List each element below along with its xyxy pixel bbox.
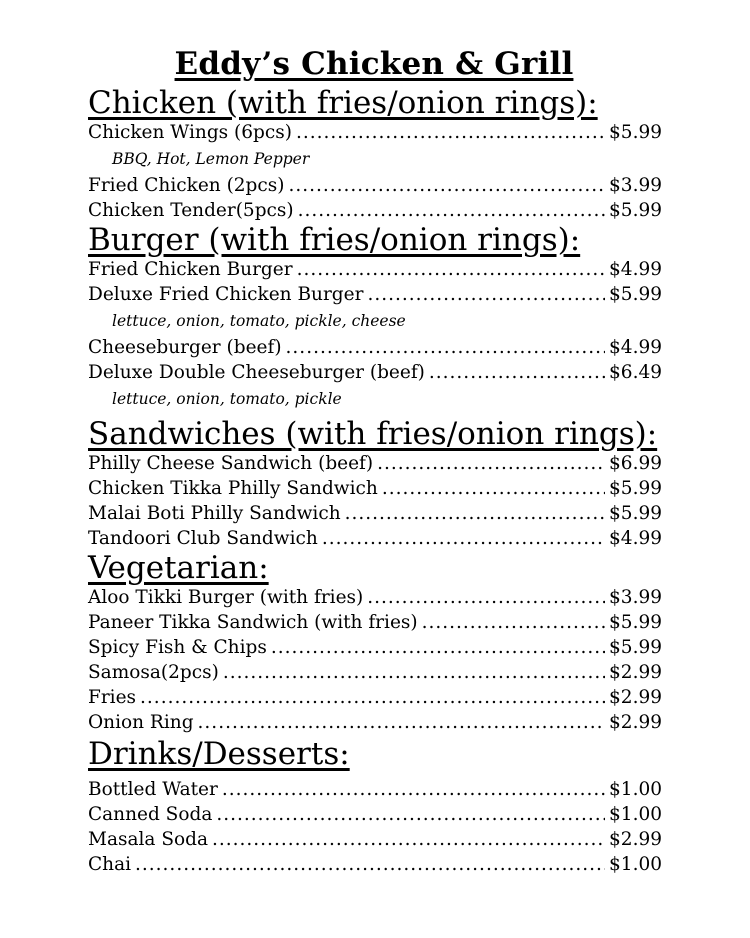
items-vegetarian [88,585,662,735]
dot-leader [271,635,605,660]
item-name: Paneer Tikka Sandwich (with fries) [88,612,418,633]
menu-item [88,451,662,476]
dot-leader [212,827,605,852]
item-price: $4.99 [609,337,662,358]
dot-leader [298,198,605,223]
items-chicken [88,120,662,223]
menu-item [88,282,662,307]
dot-leader [296,120,605,145]
section-burger [88,223,662,413]
section-vegetarian [88,551,662,735]
menu-item [88,120,662,145]
menu-item [88,777,662,802]
section-heading-burger: Burger (with fries/onion rings): [88,222,581,258]
item-price: $6.99 [609,453,662,474]
item-name: Masala Soda [88,829,209,850]
item-name: Cheeseburger (beef) [88,337,282,358]
section-sandwiches [88,417,662,551]
dot-leader [216,802,605,827]
item-price: $2.99 [609,662,662,683]
menu-item [88,685,662,710]
dot-leader [345,501,605,526]
dot-leader [382,476,605,501]
item-name: Deluxe Fried Chicken Burger [88,284,364,305]
item-description: lettuce, onion, tomato, pickle, cheese [112,312,406,330]
dot-leader [288,173,605,198]
menu-item [88,710,662,735]
item-name: Canned Soda [88,804,213,825]
menu-item [88,476,662,501]
items-burger [88,257,662,413]
item-name: Chicken Tender(5pcs) [88,200,294,221]
item-name: Philly Cheese Sandwich (beef) [88,453,374,474]
item-name: Tandoori Club Sandwich [88,528,318,549]
menu-item [88,360,662,385]
item-name: Bottled Water [88,779,218,800]
menu-item [88,635,662,660]
item-price: $3.99 [609,175,662,196]
menu-item [88,335,662,360]
section-drinks-desserts [88,737,662,877]
menu-item [88,526,662,551]
item-price: $5.99 [609,284,662,305]
item-name: Chai [88,854,132,875]
item-name: Fried Chicken (2pcs) [88,175,285,196]
item-price: $5.99 [609,122,662,143]
section-heading-drinks-desserts: Drinks/Desserts: [88,736,350,772]
item-price: $5.99 [609,503,662,524]
dot-leader [322,526,605,551]
item-description: BBQ, Hot, Lemon Pepper [112,150,310,168]
menu-item [88,802,662,827]
item-price: $1.00 [609,779,662,800]
items-sandwiches [88,451,662,551]
dot-leader [135,852,605,877]
dot-leader [377,451,605,476]
section-heading-chicken: Chicken (with fries/onion rings): [88,85,598,121]
dot-leader [286,335,605,360]
menu-item [88,198,662,223]
menu-item [88,852,662,877]
item-price: $3.99 [609,587,662,608]
dot-leader [422,610,605,635]
item-price: $4.99 [609,259,662,280]
item-name: Deluxe Double Cheeseburger (beef) [88,362,425,383]
menu-page [88,44,662,877]
restaurant-title: Eddy’s Chicken & Grill [174,46,574,82]
dot-leader [223,660,605,685]
item-price: $5.99 [609,478,662,499]
dot-leader [429,360,605,385]
menu-item [88,660,662,685]
item-name: Onion Ring [88,712,194,733]
section-heading-vegetarian: Vegetarian: [88,550,269,586]
item-price: $4.99 [609,528,662,549]
dot-leader [367,282,605,307]
item-description: lettuce, onion, tomato, pickle [112,390,342,408]
item-name: Aloo Tikki Burger (with fries) [88,587,364,608]
dot-leader [140,685,605,710]
menu-item [88,257,662,282]
item-name: Spicy Fish & Chips [88,637,267,658]
item-price: $5.99 [609,612,662,633]
dot-leader [198,710,605,735]
item-name: Fried Chicken Burger [88,259,293,280]
item-price: $2.99 [609,687,662,708]
item-name: Fries [88,687,137,708]
item-name: Malai Boti Philly Sandwich [88,503,341,524]
dot-leader [297,257,605,282]
menu-item [88,827,662,852]
menu-item [88,585,662,610]
item-price: $5.99 [609,200,662,221]
item-price: $5.99 [609,637,662,658]
item-price: $6.49 [609,362,662,383]
menu-item [88,610,662,635]
section-heading-sandwiches: Sandwiches (with fries/onion rings): [88,416,658,452]
item-price: $2.99 [609,712,662,733]
item-name: Chicken Wings (6pcs) [88,122,292,143]
item-price: $1.00 [609,804,662,825]
item-name: Chicken Tikka Philly Sandwich [88,478,378,499]
items-drinks-desserts [88,777,662,877]
section-chicken [88,86,662,223]
dot-leader [222,777,605,802]
menu-item [88,501,662,526]
item-price: $1.00 [609,854,662,875]
item-name: Samosa(2pcs) [88,662,219,683]
dot-leader [367,585,605,610]
menu-item [88,173,662,198]
item-price: $2.99 [609,829,662,850]
